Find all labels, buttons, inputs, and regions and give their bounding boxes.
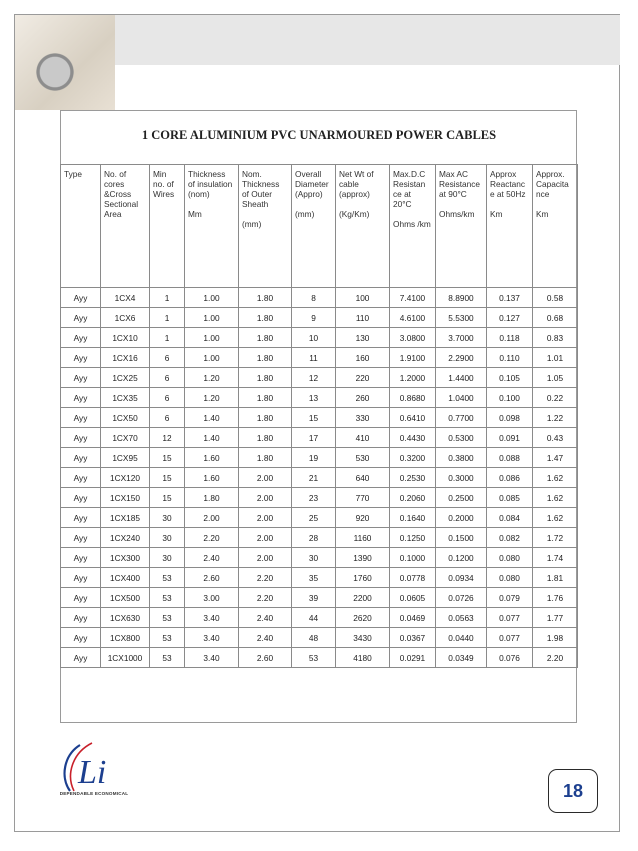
- table-cell: 2.20: [533, 648, 578, 668]
- table-cell: 9: [292, 308, 336, 328]
- table-cell: 1CX35: [101, 388, 150, 408]
- page-number: 18: [548, 769, 598, 813]
- table-cell: 2620: [336, 608, 390, 628]
- table-cell: 13: [292, 388, 336, 408]
- table-cell: 15: [150, 488, 185, 508]
- table-cell: 0.1500: [436, 528, 487, 548]
- header-line: No. of: [104, 169, 127, 179]
- table-cell: 1.80: [239, 288, 292, 308]
- header-unit: Ohms/km: [439, 209, 475, 219]
- table-cell: Ayy: [61, 488, 101, 508]
- table-cell: 3.7000: [436, 328, 487, 348]
- table-cell: 6: [150, 408, 185, 428]
- table-cell: 6: [150, 388, 185, 408]
- table-cell: 0.088: [487, 448, 533, 468]
- header-line: Thickness: [188, 169, 226, 179]
- header-line: cores: [104, 179, 125, 189]
- table-cell: 0.077: [487, 628, 533, 648]
- table-cell: 1.00: [185, 328, 239, 348]
- header-line: (Appro): [295, 189, 323, 199]
- table-row: [61, 308, 578, 328]
- table-cell: 1CX400: [101, 568, 150, 588]
- header-line: Resistance: [439, 179, 481, 189]
- table-cell: 2.40: [185, 548, 239, 568]
- column-header: [487, 165, 533, 288]
- table-cell: 110: [336, 308, 390, 328]
- table-cell: 0.1250: [390, 528, 436, 548]
- header-line: of Outer: [242, 189, 272, 199]
- table-cell: 1.80: [239, 348, 292, 368]
- table-cell: 1CX50: [101, 408, 150, 428]
- table-cell: 1.80: [239, 308, 292, 328]
- table-cell: 0.1000: [390, 548, 436, 568]
- table-cell: 3.40: [185, 608, 239, 628]
- table-cell: 1.0400: [436, 388, 487, 408]
- table-cell: 3.40: [185, 648, 239, 668]
- column-header: [336, 165, 390, 288]
- table-cell: 0.105: [487, 368, 533, 388]
- header-unit: Km: [536, 209, 549, 219]
- table-cell: 1.62: [533, 488, 578, 508]
- table-cell: 48: [292, 628, 336, 648]
- header-line: Max AC: [439, 169, 469, 179]
- table-cell: 0.0778: [390, 568, 436, 588]
- header-unit: (mm): [242, 219, 262, 229]
- table-row: [61, 448, 578, 468]
- header-line: no. of: [153, 179, 174, 189]
- table-row: [61, 628, 578, 648]
- table-cell: 4.6100: [390, 308, 436, 328]
- table-cell: Ayy: [61, 528, 101, 548]
- table-cell: 100: [336, 288, 390, 308]
- table-cell: 2.20: [239, 568, 292, 588]
- table-cell: 0.0726: [436, 588, 487, 608]
- header-line: Sheath: [242, 199, 269, 209]
- table-cell: 0.3800: [436, 448, 487, 468]
- table-cell: 130: [336, 328, 390, 348]
- table-cell: 17: [292, 428, 336, 448]
- table-cell: 1760: [336, 568, 390, 588]
- header-line: &Cross: [104, 189, 132, 199]
- table-row: [61, 348, 578, 368]
- table-cell: 1.72: [533, 528, 578, 548]
- table-cell: 0.4430: [390, 428, 436, 448]
- table-cell: 920: [336, 508, 390, 528]
- table-cell: 2.2900: [436, 348, 487, 368]
- table-cell: 0.68: [533, 308, 578, 328]
- table-cell: 0.0349: [436, 648, 487, 668]
- logo-tagline: DEPENDABLE ECONOMICAL: [59, 791, 129, 796]
- table-cell: Ayy: [61, 308, 101, 328]
- cable-photo: [15, 15, 115, 110]
- table-cell: 8.8900: [436, 288, 487, 308]
- table-cell: 6: [150, 368, 185, 388]
- table-cell: 15: [150, 448, 185, 468]
- table-cell: 2.40: [239, 608, 292, 628]
- table-cell: Ayy: [61, 388, 101, 408]
- header-line: (nom): [188, 189, 210, 199]
- table-row: [61, 588, 578, 608]
- table-cell: 1CX185: [101, 508, 150, 528]
- column-header: [390, 165, 436, 288]
- column-header: [185, 165, 239, 288]
- table-cell: 0.100: [487, 388, 533, 408]
- table-row: [61, 388, 578, 408]
- table-cell: 0.127: [487, 308, 533, 328]
- table-cell: 1.74: [533, 548, 578, 568]
- table-cell: 0.0563: [436, 608, 487, 628]
- table-cell: 1CX4: [101, 288, 150, 308]
- table-row: [61, 508, 578, 528]
- column-header: [239, 165, 292, 288]
- table-row: [61, 288, 578, 308]
- table-cell: 0.0291: [390, 648, 436, 668]
- header-line: at 90°C: [439, 189, 467, 199]
- table-cell: Ayy: [61, 588, 101, 608]
- header-line: Approx: [490, 169, 517, 179]
- table-cell: 1.76: [533, 588, 578, 608]
- table-cell: 1.80: [239, 448, 292, 468]
- table-cell: 0.3200: [390, 448, 436, 468]
- table-cell: 220: [336, 368, 390, 388]
- table-cell: 0.118: [487, 328, 533, 348]
- table-cell: 2.00: [239, 528, 292, 548]
- table-cell: 0.58: [533, 288, 578, 308]
- table-cell: 0.086: [487, 468, 533, 488]
- table-cell: 1: [150, 308, 185, 328]
- header-unit: (Kg/Km): [339, 209, 370, 219]
- table-cell: 1.60: [185, 468, 239, 488]
- header-line: (approx): [339, 189, 370, 199]
- table-cell: 0.079: [487, 588, 533, 608]
- table-cell: 0.2500: [436, 488, 487, 508]
- table-cell: Ayy: [61, 548, 101, 568]
- table-cell: 15: [150, 468, 185, 488]
- header-unit: Km: [490, 209, 503, 219]
- header-line: nce: [536, 189, 550, 199]
- table-cell: 3.00: [185, 588, 239, 608]
- column-header: [101, 165, 150, 288]
- table-cell: 1.81: [533, 568, 578, 588]
- header-line: Max.D.C: [393, 169, 426, 179]
- table-cell: 15: [292, 408, 336, 428]
- header-line: ce at: [393, 189, 411, 199]
- table-row: [61, 408, 578, 428]
- table-cell: 1.80: [239, 328, 292, 348]
- table-cell: 28: [292, 528, 336, 548]
- table-cell: 1.9100: [390, 348, 436, 368]
- table-cell: 0.6410: [390, 408, 436, 428]
- table-row: [61, 528, 578, 548]
- table-cell: 1.62: [533, 468, 578, 488]
- table-cell: 12: [292, 368, 336, 388]
- table-cell: 0.080: [487, 568, 533, 588]
- table-row: [61, 428, 578, 448]
- logo-mark: Li: [78, 754, 107, 791]
- table-cell: 1.00: [185, 288, 239, 308]
- table-cell: 0.082: [487, 528, 533, 548]
- table-cell: 21: [292, 468, 336, 488]
- table-cell: 2.60: [185, 568, 239, 588]
- table-cell: 30: [150, 548, 185, 568]
- table-cell: 1CX6: [101, 308, 150, 328]
- table-cell: 0.080: [487, 548, 533, 568]
- table-cell: 1: [150, 328, 185, 348]
- table-cell: 0.43: [533, 428, 578, 448]
- table-cell: 2.00: [239, 468, 292, 488]
- table-cell: 1CX300: [101, 548, 150, 568]
- table-cell: 0.137: [487, 288, 533, 308]
- table-cell: 11: [292, 348, 336, 368]
- table-cell: 1.00: [185, 308, 239, 328]
- table-cell: 1CX95: [101, 448, 150, 468]
- table-cell: 0.2060: [390, 488, 436, 508]
- table-cell: 1CX800: [101, 628, 150, 648]
- table-cell: 0.098: [487, 408, 533, 428]
- table-cell: 5.5300: [436, 308, 487, 328]
- table-cell: 1CX240: [101, 528, 150, 548]
- column-header: [150, 165, 185, 288]
- table-cell: 1160: [336, 528, 390, 548]
- table-cell: 12: [150, 428, 185, 448]
- table-cell: 0.3000: [436, 468, 487, 488]
- table-cell: 0.0469: [390, 608, 436, 628]
- table-cell: 1.2000: [390, 368, 436, 388]
- table-row: [61, 548, 578, 568]
- table-cell: 0.085: [487, 488, 533, 508]
- header-line: Wires: [153, 189, 175, 199]
- table-cell: 1.4400: [436, 368, 487, 388]
- table-cell: 2200: [336, 588, 390, 608]
- table-cell: 2.00: [239, 548, 292, 568]
- table-cell: 1CX25: [101, 368, 150, 388]
- table-cell: 1.47: [533, 448, 578, 468]
- table-cell: Ayy: [61, 408, 101, 428]
- table-cell: 0.7700: [436, 408, 487, 428]
- table-cell: 1CX16: [101, 348, 150, 368]
- table-cell: 1CX500: [101, 588, 150, 608]
- table-row: [61, 368, 578, 388]
- table-cell: 10: [292, 328, 336, 348]
- table-cell: 1.80: [239, 368, 292, 388]
- table-cell: 8: [292, 288, 336, 308]
- header-line: 20°C: [393, 199, 412, 209]
- table-cell: 35: [292, 568, 336, 588]
- table-cell: 1.05: [533, 368, 578, 388]
- table-cell: 1.22: [533, 408, 578, 428]
- table-cell: Ayy: [61, 288, 101, 308]
- table-cell: 0.0440: [436, 628, 487, 648]
- table-cell: 1CX630: [101, 608, 150, 628]
- table-cell: 2.20: [185, 528, 239, 548]
- table-cell: 0.091: [487, 428, 533, 448]
- table-cell: 160: [336, 348, 390, 368]
- header-line: Resistan: [393, 179, 426, 189]
- table-cell: Ayy: [61, 448, 101, 468]
- table-cell: 1.80: [239, 428, 292, 448]
- table-cell: 1CX120: [101, 468, 150, 488]
- table-cell: 53: [292, 648, 336, 668]
- table-cell: 53: [150, 628, 185, 648]
- table-cell: 0.1640: [390, 508, 436, 528]
- table-cell: 6: [150, 348, 185, 368]
- table-cell: 3430: [336, 628, 390, 648]
- header-decoration-bar: [115, 15, 620, 65]
- table-cell: 1.98: [533, 628, 578, 648]
- table-cell: 25: [292, 508, 336, 528]
- table-cell: 1.00: [185, 348, 239, 368]
- column-header: [533, 165, 578, 288]
- table-row: [61, 648, 578, 668]
- table-cell: 19: [292, 448, 336, 468]
- table-cell: Ayy: [61, 328, 101, 348]
- table-row: [61, 608, 578, 628]
- table-row: [61, 568, 578, 588]
- page-title: 1 CORE ALUMINIUM PVC UNARMOURED POWER CABLES: [141, 128, 497, 142]
- table-cell: Ayy: [61, 628, 101, 648]
- table-cell: 0.110: [487, 348, 533, 368]
- table-cell: 0.83: [533, 328, 578, 348]
- table-cell: 330: [336, 408, 390, 428]
- table-row: [61, 328, 578, 348]
- header-line: cable: [339, 179, 359, 189]
- table-cell: 53: [150, 608, 185, 628]
- header-line: Overall: [295, 169, 322, 179]
- table-cell: Ayy: [61, 508, 101, 528]
- column-header: [61, 165, 101, 288]
- table-cell: 53: [150, 588, 185, 608]
- table-cell: 1390: [336, 548, 390, 568]
- header-line: Sectional: [104, 199, 139, 209]
- table-header-row: [61, 165, 578, 288]
- table-row: [61, 488, 578, 508]
- table-cell: 4180: [336, 648, 390, 668]
- table-cell: 530: [336, 448, 390, 468]
- table-cell: 770: [336, 488, 390, 508]
- table-cell: 1.40: [185, 408, 239, 428]
- column-header: [436, 165, 487, 288]
- table-cell: 1CX70: [101, 428, 150, 448]
- table-cell: Ayy: [61, 468, 101, 488]
- cable-spec-table: [60, 164, 578, 668]
- table-cell: 23: [292, 488, 336, 508]
- table-cell: 53: [150, 648, 185, 668]
- header-line: e at 50Hz: [490, 189, 526, 199]
- table-cell: 1.20: [185, 388, 239, 408]
- table-cell: 1.80: [185, 488, 239, 508]
- table-cell: 0.077: [487, 608, 533, 628]
- table-cell: 2.00: [239, 488, 292, 508]
- table-cell: 1.62: [533, 508, 578, 528]
- table-row: [61, 468, 578, 488]
- table-cell: 30: [150, 508, 185, 528]
- table-cell: 1CX10: [101, 328, 150, 348]
- table-cell: 1.40: [185, 428, 239, 448]
- table-cell: 0.0934: [436, 568, 487, 588]
- header-line: Diameter: [295, 179, 329, 189]
- table-cell: 1.20: [185, 368, 239, 388]
- header-line: of insulation: [188, 179, 233, 189]
- header-unit: Ohms /km: [393, 219, 431, 229]
- table-cell: 0.1200: [436, 548, 487, 568]
- table-cell: 1CX150: [101, 488, 150, 508]
- table-cell: 2.40: [239, 628, 292, 648]
- table-cell: 53: [150, 568, 185, 588]
- table-cell: 260: [336, 388, 390, 408]
- table-cell: 1.60: [185, 448, 239, 468]
- table-cell: 0.22: [533, 388, 578, 408]
- table-cell: 0.2530: [390, 468, 436, 488]
- table-cell: 1.77: [533, 608, 578, 628]
- header-line: Thickness: [242, 179, 280, 189]
- table-cell: 44: [292, 608, 336, 628]
- table-cell: 7.4100: [390, 288, 436, 308]
- table-cell: 1CX1000: [101, 648, 150, 668]
- table-cell: 2.60: [239, 648, 292, 668]
- table-cell: 39: [292, 588, 336, 608]
- header-line: Min: [153, 169, 167, 179]
- table-cell: 1.80: [239, 408, 292, 428]
- table-cell: Ayy: [61, 428, 101, 448]
- header-line: Reactanc: [490, 179, 526, 189]
- table-cell: 410: [336, 428, 390, 448]
- header-line: Type: [64, 169, 82, 179]
- table-cell: 2.00: [185, 508, 239, 528]
- table-cell: Ayy: [61, 568, 101, 588]
- header-line: Area: [104, 209, 122, 219]
- table-cell: 30: [292, 548, 336, 568]
- table-cell: 0.084: [487, 508, 533, 528]
- table-cell: 3.0800: [390, 328, 436, 348]
- header-unit: Mm: [188, 209, 202, 219]
- table-cell: 30: [150, 528, 185, 548]
- table-cell: Ayy: [61, 608, 101, 628]
- table-cell: 2.20: [239, 588, 292, 608]
- header-line: Capacita: [536, 179, 569, 189]
- table-cell: 0.0367: [390, 628, 436, 648]
- table-cell: Ayy: [61, 348, 101, 368]
- table-cell: 0.076: [487, 648, 533, 668]
- table-cell: 1.80: [239, 388, 292, 408]
- column-header: [292, 165, 336, 288]
- table-cell: 2.00: [239, 508, 292, 528]
- header-line: Net Wt of: [339, 169, 374, 179]
- header-line: Nom.: [242, 169, 262, 179]
- table-cell: 3.40: [185, 628, 239, 648]
- table-cell: Ayy: [61, 368, 101, 388]
- header-unit: (mm): [295, 209, 315, 219]
- table-cell: 1.01: [533, 348, 578, 368]
- table-cell: 1: [150, 288, 185, 308]
- table-cell: 0.5300: [436, 428, 487, 448]
- table-cell: 0.2000: [436, 508, 487, 528]
- header-line: Approx.: [536, 169, 565, 179]
- table-cell: 640: [336, 468, 390, 488]
- table-cell: 0.8680: [390, 388, 436, 408]
- table-cell: 0.0605: [390, 588, 436, 608]
- table-cell: Ayy: [61, 648, 101, 668]
- table-body: [61, 288, 578, 668]
